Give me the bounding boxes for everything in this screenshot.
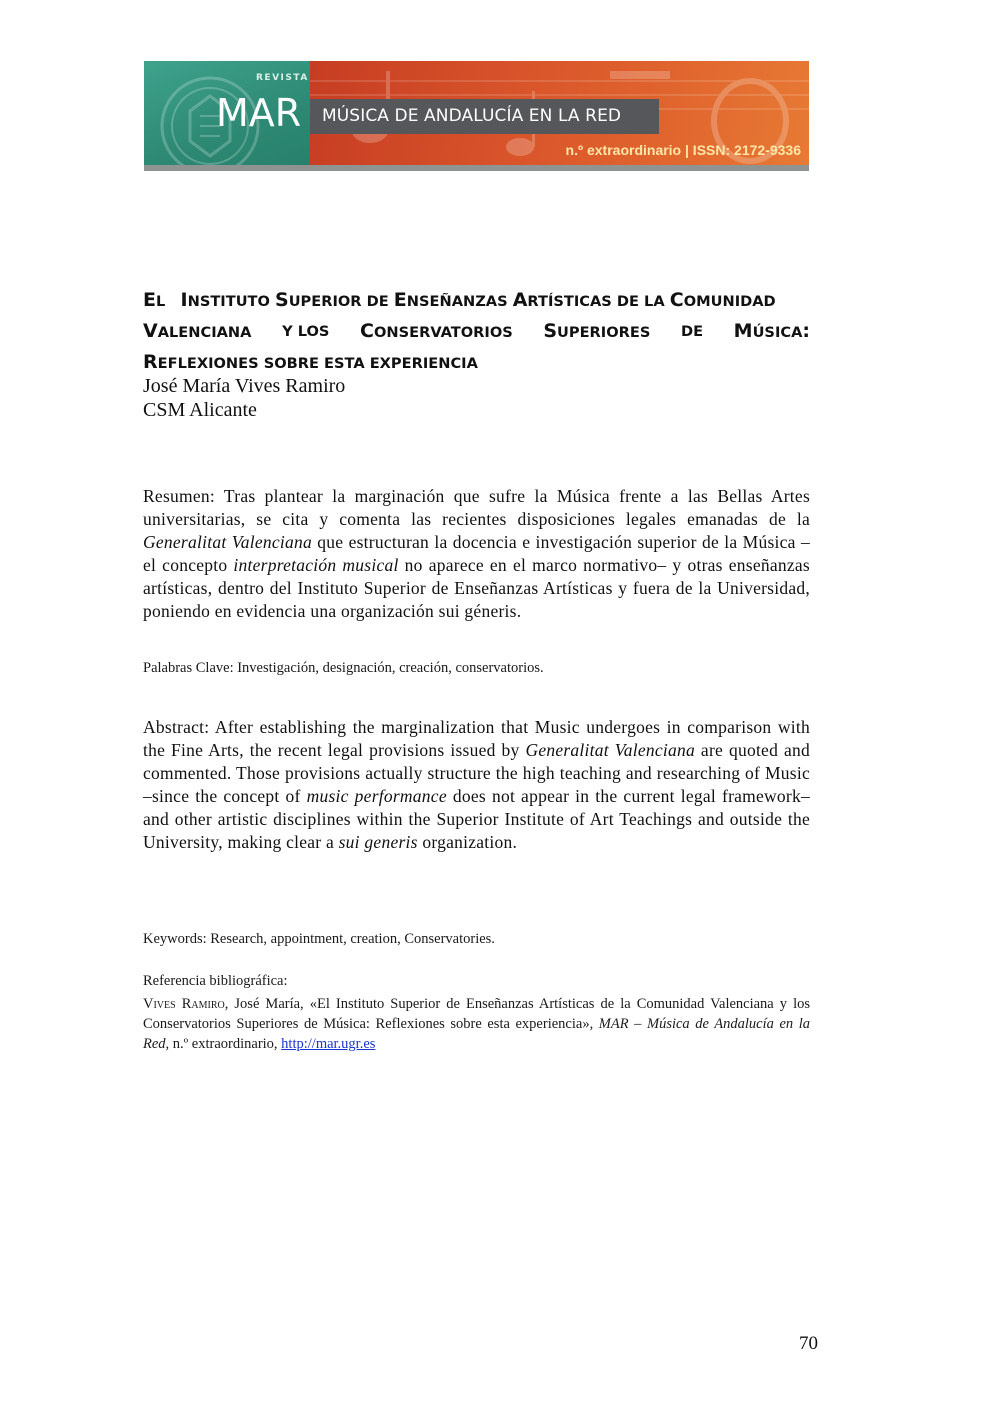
reference-author: Vives Ramiro bbox=[143, 996, 225, 1012]
issue-issn: n.º extraordinario | ISSN: 2172-9336 bbox=[565, 142, 801, 158]
reference-journal: MAR – Música de Andalucía en la Red, bbox=[143, 1016, 811, 1052]
title-line-2: VALENCIANA Y LOS CONSERVATORIOS SUPERIORES DE MÚSICA: bbox=[143, 320, 810, 342]
resumen-paragraph: Resumen: Tras plantear la marginación que sufre la Música frente a las Bellas Artes universitarias, se cita y comenta las recientes disposiciones legales emanadas de la Generalitat Valenciana que estructuran la docencia e investigación superior de la Música –el concepto interpretación musical no aparece en el marco normativo– y otras enseñanzas artísticas, dentro del Instituto Superior de Enseñanzas Artísticas y fuera de la Universidad, poniendo en evidencia una organización sui géneris. bbox=[143, 486, 810, 621]
page-number: 70 bbox=[799, 1333, 818, 1354]
abstract-paragraph: Abstract: After establishing the marginalization that Music undergoes in comparison with the Fine Arts, the recent legal provisions issued by Generalitat Valenciana are quoted and commented. Those provisions actually structure the high teaching and researching of Music –since the concept of music performance does not appear in the current legal framework– and other artistic disciplines within the Superior Institute of Art Teachings and outside the University, making clear a sui generis organization. bbox=[143, 717, 811, 852]
journal-subtitle-bar bbox=[310, 99, 659, 134]
author-affiliation: CSM Alicante bbox=[143, 399, 257, 421]
article-title bbox=[143, 285, 810, 378]
reference-label: Referencia bibliográfica: bbox=[143, 973, 288, 989]
bibliographic-reference: Vives Ramiro, José María, «El Instituto Superior de Enseñanzas Artísticas de la Comunidad Valenciana y los Conservatorios Superiores de Música: Reflexiones sobre esta experiencia», MAR – Música de Andalucía en la Red, n.º extraordinario, http://mar.ugr.es bbox=[143, 996, 811, 1052]
journal-subtitle: MÚSICA DE ANDALUCÍA EN LA RED bbox=[322, 106, 622, 126]
keywords-spanish: Palabras Clave: Investigación, designación, creación, conservatorios. bbox=[143, 660, 544, 676]
keywords-english: Keywords: Research, appointment, creation, Conservatories. bbox=[143, 931, 495, 947]
journal-url-link[interactable]: http://mar.ugr.es bbox=[281, 1036, 376, 1052]
author-name: José María Vives Ramiro bbox=[143, 375, 346, 397]
revista-label: REVISTA bbox=[256, 73, 309, 83]
journal-logo-text: MAR bbox=[216, 91, 302, 135]
banner-bottom-border bbox=[144, 165, 809, 171]
title-line-1: EL INSTITUTO SUPERIOR DE ENSEÑANZAS ARTÍSTICAS DE LA COMUNIDAD bbox=[143, 289, 776, 311]
title-line-3: REFLEXIONES SOBRE ESTA EXPERIENCIA bbox=[143, 351, 478, 373]
journal-banner bbox=[144, 61, 809, 171]
banner-logo-panel bbox=[144, 61, 310, 165]
